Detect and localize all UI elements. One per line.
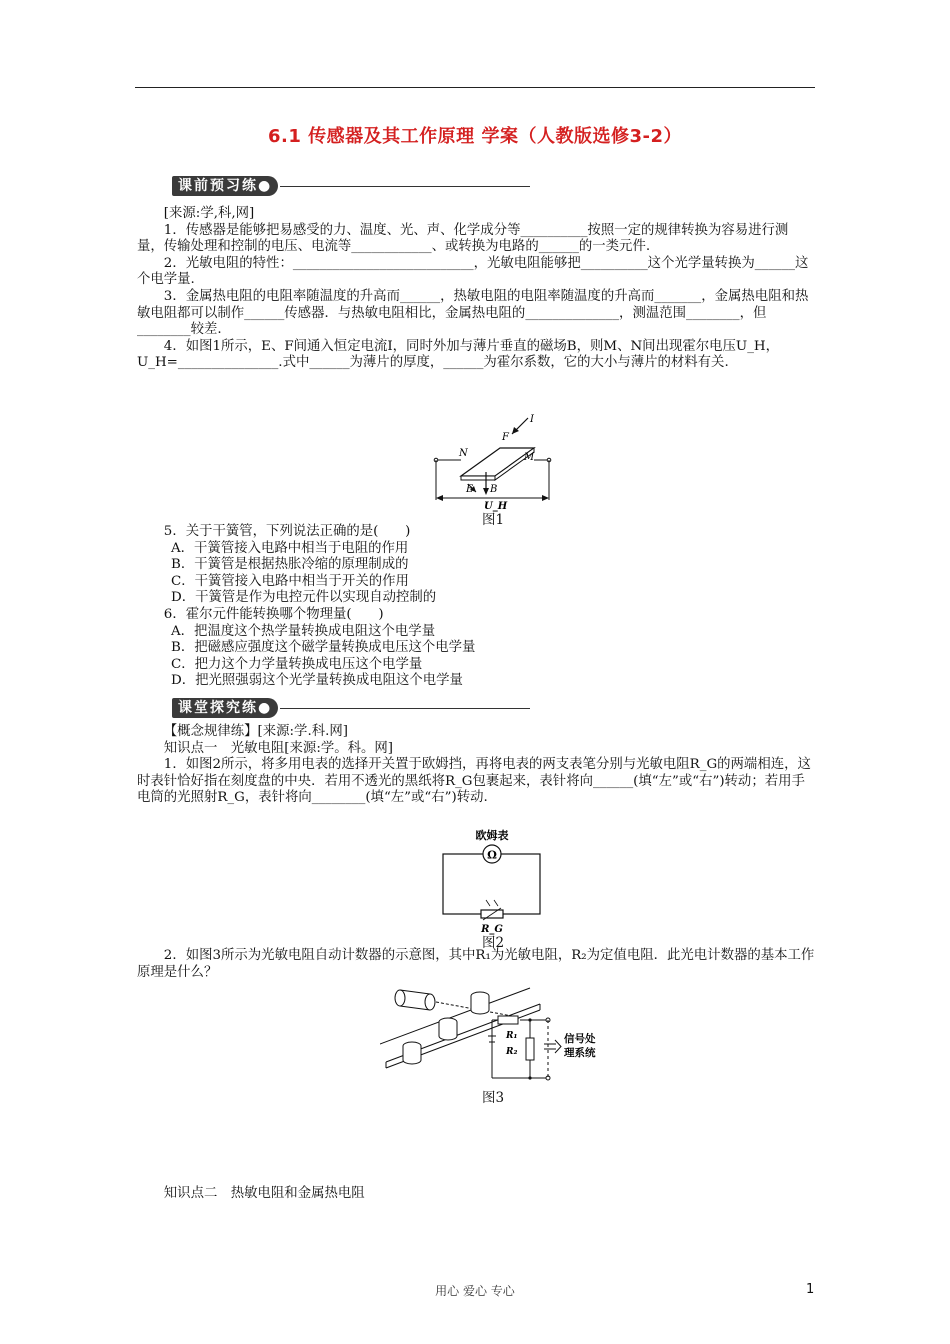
section-rule — [280, 186, 530, 187]
question-2-text: 2．光敏电阻的特性：___________________________，光敏电阻能够把__________这个光学量转换为______这个电学量. — [137, 255, 809, 288]
section-header-preview — [172, 176, 530, 196]
question-5-option-b: B．干簧管是根据热胀冷缩的原理制成的 — [171, 557, 409, 573]
figure-1-caption: 图1 — [481, 512, 505, 528]
question-5-option-d: D．干簧管是作为电控元件以实现自动控制的 — [171, 590, 437, 606]
question-6-option-c: C．把力这个力学量转换成电压这个电学量 — [171, 656, 423, 672]
section-tag: 课堂探究练● — [172, 698, 278, 718]
question-5-stem: 5．关于干簧管，下列说法正确的是( ) — [163, 524, 411, 539]
question-6-stem: 6．霍尔元件能转换哪个物理量( ) — [163, 606, 384, 622]
multiple-choice-block — [137, 524, 815, 690]
label-F: F — [502, 432, 509, 443]
question-5-option-a: A．干簧管接入电路中相当于电阻的作用 — [171, 540, 409, 556]
resistor-label-rg: R_G — [481, 924, 503, 935]
page-title: 6.1 传感器及其工作原理 学案（人教版选修3-2） — [268, 126, 682, 147]
label-I: I — [530, 414, 534, 425]
figure-3-photo-counter — [380, 980, 610, 1088]
question-5-option-c: C．干簧管接入电路中相当于开关的作用 — [171, 573, 409, 589]
label-B: B — [490, 484, 498, 495]
classroom-question-2-block — [137, 948, 815, 981]
knowledge-point-2: 知识点二 热敏电阻和金属热电阻 — [163, 1186, 365, 1201]
section-header-classroom — [172, 698, 530, 718]
system-label-line2: 理系统 — [564, 1047, 596, 1059]
section-rule — [280, 708, 530, 709]
label-r2: R₂ — [506, 1047, 518, 1057]
label-E: E — [466, 484, 474, 495]
question-4-text: 4．如图1所示，E、F间通入恒定电流I，同时外加与薄片垂直的磁场B，则M、N间出现霍尔电压U_H，U_H=_______________.式中______为薄片的厚度，______为霍尔系数，它的大小与薄片的材料有关. — [137, 338, 779, 371]
section-preview-text — [137, 206, 815, 372]
label-r1: R₁ — [506, 1031, 518, 1041]
question-1-text: 1．传感器是能够把易感受的力、温度、光、声、化学成分等__________按照一定的规律转换为容易进行测量，传输处理和控制的电压、电流等____________、或转换为电路的______的一类元件. — [137, 222, 789, 255]
ohmmeter-label: 欧姆表 — [475, 829, 509, 842]
section-classroom-text — [137, 724, 815, 807]
classroom-question-2: 2．如图3所示为光敏电阻自动计数器的示意图，其中R₁为光敏电阻，R₂为定值电阻．此光电计数器的基本工作原理是什么？ — [137, 948, 815, 980]
question-6-option-b: B．把磁感应强度这个磁学量转换成电压这个电学量 — [171, 640, 476, 656]
figure-3-caption: 图3 — [481, 1090, 505, 1106]
label-UH: U_H — [484, 501, 508, 512]
figure-2-caption: 图2 — [481, 935, 505, 951]
concept-note: 【概念规律练】[来源:学.科.网] — [163, 724, 348, 739]
top-rule — [135, 87, 815, 88]
page-number: 1 — [806, 1282, 815, 1297]
classroom-question-1: 1．如图2所示，将多用电表的选择开关置于欧姆挡，再将电表的两支表笔分别与光敏电阻R_G的两端相连，这时表针恰好指在刻度盘的中央．若用不透光的黑纸将R_G包裹起来，表针将向______(填“左”或“右”)转动；若用手电筒的光照射R_G，表针将向________(填“左”或“右”)转动. — [137, 757, 811, 806]
omega-symbol: Ω — [487, 848, 497, 862]
system-label-line1: 信号处 — [564, 1033, 596, 1045]
source-note: [来源:学,科,网] — [163, 206, 255, 221]
page-footer: 用心 爱心 专心 — [435, 1284, 515, 1298]
question-6-option-d: D．把光照强弱这个光学量转换成电阻这个电学量 — [171, 673, 463, 689]
question-3-text: 3．金属热电阻的电阻率随温度的升高而______，热敏电阻的电阻率随温度的升高而_______，金属热电阻和热敏电阻都可以制作______传感器．与热敏电阻相比，金属热电阻的______________，测温范围________，但________较差. — [137, 288, 809, 338]
label-N: N — [459, 448, 468, 459]
knowledge-point-2-block — [137, 1186, 815, 1203]
figure-2-ohmmeter-circuit — [440, 828, 545, 938]
section-tag: 课前预习练● — [172, 176, 278, 196]
question-6-option-a: A．把温度这个热学量转换成电阻这个电学量 — [171, 623, 436, 639]
knowledge-point-1: 知识点一 光敏电阻[来源:学。科。网] — [163, 740, 394, 756]
label-M: M — [524, 452, 535, 463]
figure-1-hall-element — [428, 412, 558, 512]
